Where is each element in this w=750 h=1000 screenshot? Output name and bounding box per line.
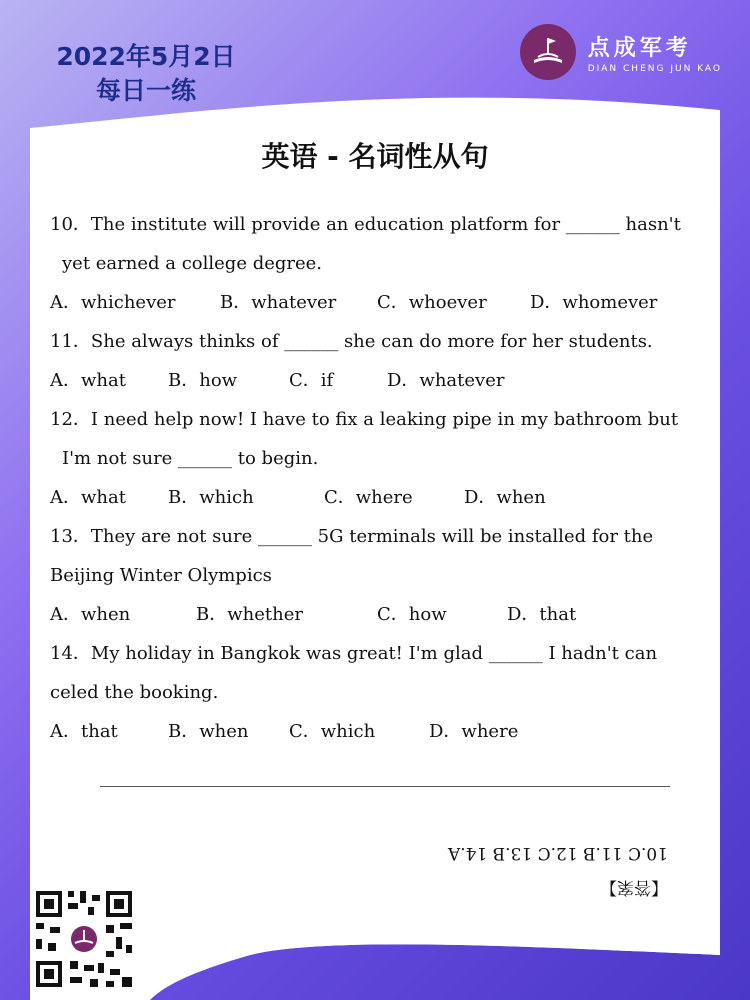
question-text: Beijing Winter Olympics	[50, 565, 272, 586]
option: A．when	[50, 604, 131, 625]
option: A．what	[50, 487, 126, 508]
option: B．whatever	[220, 292, 337, 313]
question-text: 14．My holiday in Bangkok was great! I'm glad ______ I hadn't can	[50, 643, 658, 664]
option: D．whomever	[530, 292, 658, 313]
question-text: yet earned a college degree.	[62, 253, 323, 274]
option: A．whichever	[50, 292, 176, 313]
question-text: 10．The institute will provide an education platform for ______ hasn't	[50, 214, 681, 235]
option: C．how	[377, 604, 447, 625]
option: A．that	[50, 721, 118, 742]
answer-divider	[100, 786, 670, 787]
option: D．where	[429, 721, 519, 742]
question-text: 11．She always thinks of ______ she can do more for her students.	[50, 331, 653, 352]
answers-row: 10.C 11.B 12.C 13.B 14.A	[447, 843, 668, 863]
daily-practice-text: 每日一练	[95, 76, 196, 105]
option: D．whatever	[387, 370, 505, 391]
question-item	[50, 400, 715, 517]
option: C．whoever	[377, 292, 487, 313]
options-row	[50, 595, 715, 634]
question-text: 12．I need help now! I have to fix a leaking pipe in my bathroom but	[50, 409, 679, 430]
question-text: 13．They are not sure ______ 5G terminals will be installed for the	[50, 526, 654, 547]
options-row	[50, 712, 715, 751]
option: C．where	[324, 487, 413, 508]
date-text: 2022年5月2日	[56, 42, 236, 71]
brand	[520, 22, 722, 82]
option: B．when	[168, 721, 249, 742]
question-text: I'm not sure ______ to begin.	[62, 448, 319, 469]
option: C．which	[289, 721, 376, 742]
date-badge	[46, 40, 246, 108]
options-row	[50, 361, 715, 400]
question-item	[50, 517, 715, 634]
option: D．that	[507, 604, 577, 625]
qr-code-icon	[30, 885, 138, 993]
answers-heading: 【答案】	[600, 877, 668, 897]
option: B．how	[168, 370, 238, 391]
option: B．whether	[196, 604, 303, 625]
options-row	[50, 478, 715, 517]
option: B．which	[168, 487, 254, 508]
option: A．what	[50, 370, 126, 391]
question-item	[50, 205, 715, 322]
brand-subtitle: DIAN CHENG JUN KAO	[587, 63, 722, 74]
question-item	[50, 322, 715, 400]
question-text: celed the booking.	[50, 682, 219, 703]
options-row	[50, 283, 715, 322]
brand-name: 点成军考	[587, 35, 692, 61]
questions-list	[50, 205, 715, 751]
page-title: 英语 - 名词性从句	[261, 140, 489, 173]
question-item	[50, 634, 715, 751]
brand-logo-icon	[520, 24, 576, 80]
option: D．when	[464, 487, 546, 508]
option: C．if	[289, 370, 334, 391]
answers-upside-down	[100, 822, 668, 902]
